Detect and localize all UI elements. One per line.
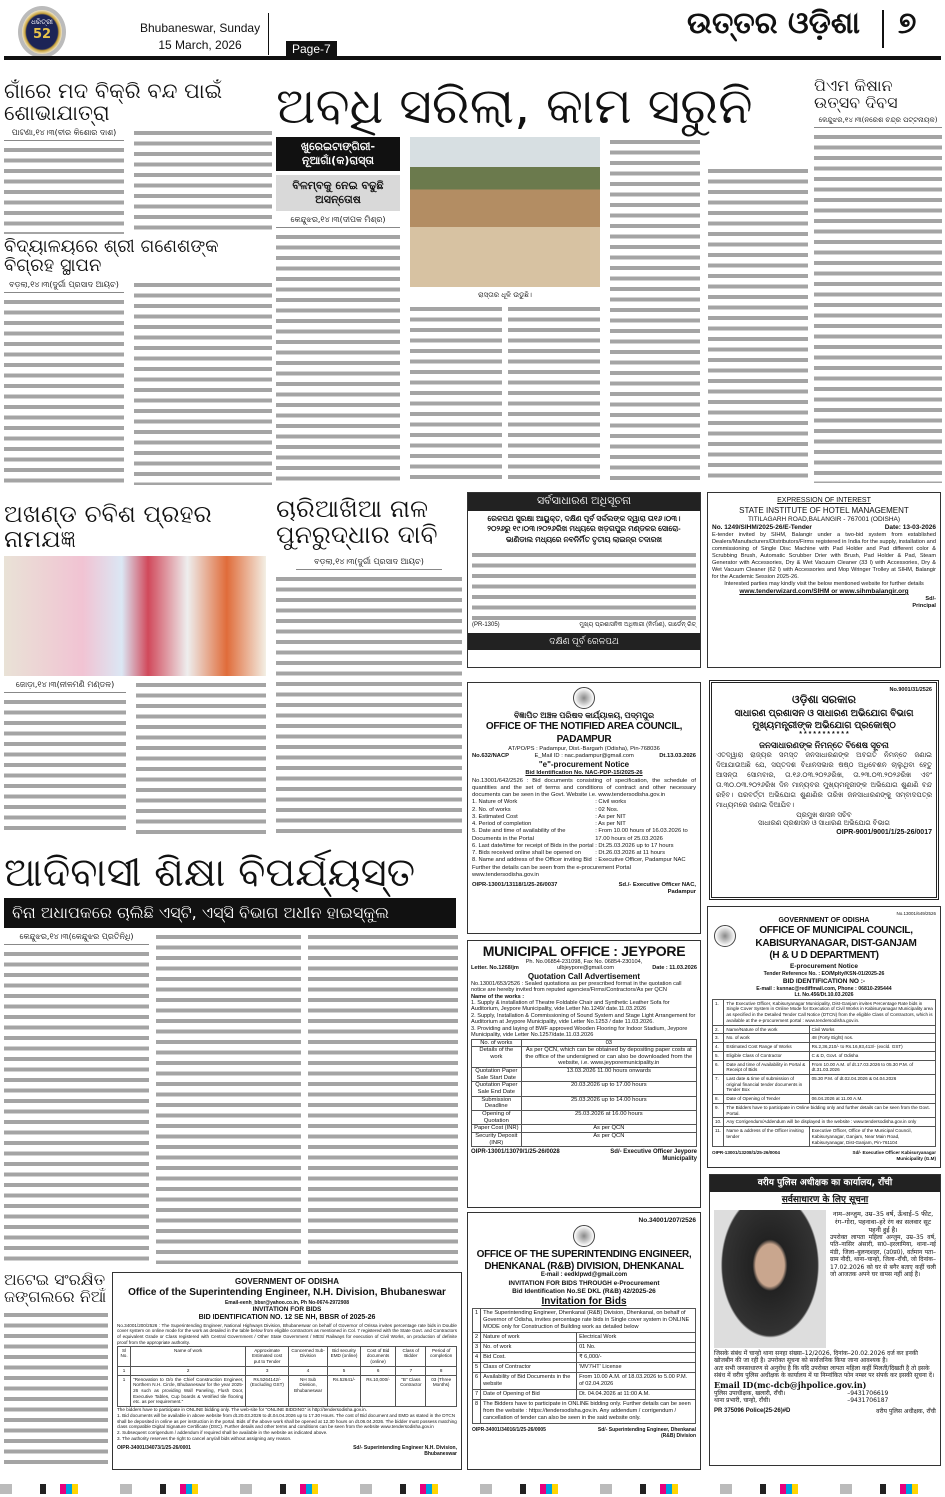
table-cell: Period of completion: [426, 1346, 457, 1366]
missing-person-photo: [714, 1210, 826, 1348]
headline-fire: ଅଟେଇ ସଂରକ୍ଷିତ ଜଙ୍ଗଲରେ ନିଆଁ: [4, 1270, 107, 1306]
story-tribal: [4, 852, 462, 1264]
table-row: [118, 1366, 457, 1375]
article-body: [156, 932, 301, 1264]
table-cell: 5: [328, 1366, 361, 1375]
page-number: ୭: [898, 6, 917, 41]
table-cell: Class of Bidder: [396, 1346, 426, 1366]
article-body: [610, 137, 700, 486]
table-cell: Class of Contractor: [481, 1363, 577, 1373]
table-cell: 6.: [713, 1060, 724, 1074]
table-cell: Last date & time of submission of original financial tender documents in Tender Box: [724, 1074, 809, 1094]
article-body: [4, 145, 124, 234]
table-cell: Bid security EMD (online): [328, 1346, 361, 1366]
table-cell: 7.: [713, 1074, 724, 1094]
table-cell: Any Corrigendum/Addendum will be displayed in the website : www.tendersodisha.gov.in only: [724, 1118, 936, 1127]
dateline: କେନ୍ଦୁଝର,୧୪।୩(ନରେଶ ଚନ୍ଦ୍ର ପଟ୍ଟନାୟକ): [814, 116, 942, 128]
item-value: : From 10.00 hours of 16.03.2026 to 17.00 hours of 25.03.2026: [595, 828, 688, 842]
table-row: [473, 1353, 696, 1363]
table-cell: 1: [473, 1309, 481, 1333]
railway-notice-ad: ସର୍ବସାଧାରଣ ଅଧିସୂଚନା ରେଳପଥ ସୁରକ୍ଷା ଆୟୁକ୍ତ, ଦକ୍ଷିଣ ପୂର୍ବ ସର୍କଲଙ୍କ ଦ୍ୱାରା ତା୧୬।୦୩।୨୦୨୬ରୁ ୧୯।୦୩।୨୦୨୬ରିଖ ମଧ୍ୟରେ ଖଡ଼ଗପୁର ମଣ୍ଡଳର ସୋରୋ-ଭାଣିଡାଲ ମଧ୍ୟରେ ନବନିର୍ମିତ ତୃତୀୟ ଲାଇନ୍‌ର ତଦାରଖ (PR-1305) ମୁଖ୍ୟ ପ୍ରଶାସନିକ ଅଧିକାରୀ (ନିର୍ମାଣ), ଗାର୍ଡେନ୍ ରିଚ୍ ଦକ୍ଷିଣ ପୂର୍ବ ରେଳପଥ: [467, 492, 701, 668]
table-cell: Date and time of Availability in Portal & Receipt of Bids: [724, 1060, 809, 1074]
table-cell: 8: [426, 1366, 457, 1375]
table-cell: Paper Cost (INR): [472, 1125, 522, 1133]
item-label: 7. Bids received online shall be opened on: [472, 850, 581, 857]
table-cell: The Bidders have to participate in ONLINE bidding only. Further details can be seen from the website : https://tendersodisha.gov.in. Any addendum / corrigendum / cancellation of tender can also be seen in the said website only.: [481, 1400, 696, 1424]
table-cell: 5.: [713, 1051, 724, 1060]
table-cell: Civil Works: [809, 1025, 935, 1034]
article-body: [814, 132, 942, 483]
dateline: ଜୋଡ଼ା,୧୪।୩(ନୀଳମଣି ମଣ୍ଡଳ): [4, 680, 126, 693]
table-row: [713, 1060, 936, 1074]
table-cell: 1: [118, 1375, 131, 1407]
table-cell: Sl No.: [118, 1346, 131, 1366]
subhead-bar: ବିନା ଅଧାପକରେ ଚାଲିଛି ଏସ୍‌ଟି, ଏସ୍‌ସି ବିଭାଗ ଅଧୀନ ହାଇସ୍କୁଲ: [4, 898, 456, 928]
article-body: [134, 280, 272, 485]
item-label: 5. Date and time of availability of the Documents in the Portal: [472, 828, 566, 842]
table-cell: Security Deposit (INR): [472, 1133, 522, 1147]
table-cell: 5: [473, 1363, 481, 1373]
table-cell: "B" Class Contractor: [396, 1375, 426, 1407]
list-item: [472, 828, 696, 842]
table-cell: 11.: [713, 1127, 724, 1147]
table-row: [713, 1074, 936, 1094]
story-namayajna: [4, 502, 266, 836]
item-label: 6. Last date/time for receipt of Bids in the portal: [472, 842, 594, 849]
table-cell: 2: [131, 1366, 246, 1375]
list-item: [472, 857, 696, 864]
table-cell: 6: [360, 1366, 396, 1375]
story-pmkisan: [814, 78, 942, 483]
table-row: [472, 1125, 697, 1133]
table-cell: 7: [473, 1390, 481, 1400]
table-cell: Name/Nature of the work: [724, 1025, 809, 1034]
table-cell: ₹ 6,000/-: [577, 1353, 696, 1363]
state-emblem-icon: [573, 687, 595, 709]
masthead-date: Bhubaneswar, Sunday 15 March, 2026: [140, 21, 261, 52]
contact-phone: –9431706187: [847, 1397, 889, 1404]
website-link[interactable]: www.tenderwizard.com/SIHM or www.sihmbalangir.org: [739, 587, 909, 595]
sihm-eoi-ad: EXPRESSION OF INTEREST STATE INSTITUTE OF HOTEL MANAGEMENT TITILAGARH ROAD,BALANGIR - 767001 (ODISHA) No. 1249/SIHM/2025-26/E-Tender Date: 13-03-2026 E-tender invited by SIHM, Balangir under a two-bid system from established Dealers/Manufacturers/Distributors/Firms registered in India for the supply, installation and commissioning of Single Disc Machine with Pad Holder and Pad different color & Scrubbing Brush, Automatic Scrubber Drier with Brush, Pad Holder & Pad, Steam Generator with Accessories, Dry & Wet Vacuum Cleaner (33 l) with Accessories, Dry & Wet Vacuum Cleaner (62 l) with Accessories and Mop Wringer Trolley at SIHM, Balangir for the Academic Session 2025-26. Interested parties may kindly visit the below mentioned website for further details www.tenderwizard.com/SIHM or www.sihmbalangir.org Sd/- Principal: [707, 492, 941, 668]
table-cell: 1: [118, 1366, 131, 1375]
item-value: : Civil works: [595, 799, 627, 806]
table-cell: 06.04.2026 at 11.00 A.M.: [809, 1095, 935, 1104]
article-body: [4, 297, 124, 485]
article-body: [136, 680, 266, 836]
item-label: 8. Name and address of the Officer inviting Bid: [472, 857, 592, 864]
article-body: [134, 128, 272, 234]
table-row: [713, 1043, 936, 1052]
table-row: [472, 1039, 697, 1047]
kabisuryanagar-council-ad: No.13001/649/2526 GOVERNMENT OF ODISHA OFFICE OF MUNICIPAL COUNCIL, KABISURYANAGAR, DIST-GANJAM (H & U D DEPARTMENT) E-procurement Notice Tender Reference No. : EO/Mplty/KSN-01/2025-26 BID IDENTIFICATION NO :- E-mail : ksnnac@rediffmail.com, Phone : 06810-295444 Lt. No.456/Dt.10.03.2026 1. The Executive Officer, Kabisuryanagar Municipality, Dist-Ganjam invites Percentage Rate bids in Single Cover System in Online Mode for Execution of Civil Works in Kabisuryanagar Municipality area as specified in the Detailed Tender Call Notice (DTCN) from the eligible Class of Contractors, which is available at the e-procurement portal : www.tendersodisha.gov.in. 2. Name/Nature of the work Civil Works 3. No. of work 48 (Forty Eight) nos. 4. Estimated Cost Range of Works Rs.2,36,210/- to Rs.16,93,413/- (excld. GST) 5. Eligible Class of Contractor C & D, Govt. of Odisha 6. Date and time of Availability in Portal & Receipt of Bids From 10.00 A.M. of dt.17.03.2026 to 05.30 P.M. of dt.31.03.2026 7. Last date & time of submission of original financial tender documents in Tender Box 05.30 P.M. of dt.02.04.2026 & 04.04.2026 8. Date of Opening of Tender 06.04.2026 at 11.00 A.M. 9. The Bidders have to participate in Online bidding only and further details can be seen from the Govt. Portal. 10. Any Corrigendum/Addendum will be displayed in the website : www.tendersodisha.gov.in only 11. Name & address of the Officer inviting tender Executive Officer, Office of the Municipal Council, Kabisuryanagar, Ganjam, Near Main Road, Kabisuryanagar, Dist-Ganjam, Pin-761104 OIPR-13001/13208/1/25-26/0004 Sd/- Executive Officer Kabisuryanagar Municipality (G.M): [707, 906, 941, 1168]
email-link[interactable]: Email ID(mc-dcb@jhpolice.gov.in): [714, 1379, 867, 1390]
table-row: [713, 1103, 936, 1117]
kicker: ଖୁରେଇଟାଙ୍ଗିରୀ-ନୂଆଗାଁ(କ)ରାସ୍ତା: [276, 137, 400, 171]
table-row: [118, 1346, 457, 1366]
state-emblem-icon: [714, 925, 736, 947]
table-row: [713, 1118, 936, 1127]
table-cell: 20.03.2026 up to 17.00 hours: [521, 1082, 696, 1096]
table-cell: 4.: [713, 1043, 724, 1052]
table-cell: Eligible Class of Contractor: [724, 1051, 809, 1060]
list-item: [472, 807, 696, 814]
table-cell: Availability of Bid Documents in the website: [481, 1373, 577, 1390]
list-item: [472, 799, 696, 806]
story-fire: [4, 1272, 108, 1468]
table-cell: No. of works: [472, 1039, 522, 1047]
table-cell: 03 (Three Months): [426, 1375, 457, 1407]
table-cell: 2: [473, 1333, 481, 1343]
table-cell: 03: [521, 1039, 696, 1047]
dateline: ପାଟଣା,୧୪।୩(ବୀର କିଶୋର ଦାଶ): [4, 128, 124, 141]
table-cell: As per QCN: [521, 1133, 696, 1147]
table-cell: Date of Opening of Tender: [724, 1095, 809, 1104]
table-cell: Date of Opening of Bid: [481, 1390, 577, 1400]
contact-row: [714, 1390, 936, 1398]
color-registration-strip: [0, 1484, 945, 1494]
table-cell: Bid Cost.: [481, 1353, 577, 1363]
ad-body: [472, 550, 696, 620]
table-cell: As per QCN, which can be obtained by depositing paper costs at the office of the undersigned or can also be downloaded from the website, i.e. www.jeyporemunicipality.in: [521, 1047, 696, 1068]
article-body: [4, 949, 149, 1264]
contact-row: [714, 1397, 936, 1405]
namayajna-photo: [4, 556, 266, 676]
table-cell: 2.: [713, 1025, 724, 1034]
divider: [268, 13, 269, 55]
divider: [882, 10, 884, 48]
table-cell: "Renovation to O/o the Chief Construction Engineer, Northern N.H. Circle, Bhubaneswar for the year 2025-26 such as providing Wall Paneling, Flush Door, Executive Tables, Cup boards & Vetrified tile flooring etc. as per requirement.": [131, 1375, 246, 1407]
table-cell: Rs.52641/-: [328, 1375, 361, 1407]
table-cell: 13.03.2026 11.00 hours onwards: [521, 1068, 696, 1082]
photo-caption: ରାସ୍ତାର ଧୂଳି ଉଡୁଛି।: [478, 290, 532, 299]
headline-namayajna: ଅଖଣ୍ଡ ଚବିଶ ପ୍ରହର ନାମଯଜ୍ଞ: [4, 500, 212, 554]
article-body: [4, 697, 126, 836]
table-cell: Electrical Work: [577, 1333, 696, 1343]
table-row: [713, 1127, 936, 1147]
article-body: [308, 932, 458, 1264]
padampur-nac-ad: ବିଜ୍ଞାପିତ ଅଞ୍ଚଳ ପରିଷଦ କାର୍ଯ୍ୟାଳୟ, ପଦ୍ମପୁର OFFICE OF THE NOTIFIED AREA COUNCIL, PADAMPUR AT/PO/PS : Padampur, Dist.-Bargarh (Odisha), Pin-768036 No.632/NACP E_Mail ID : nac.padampur@gmail.com Dt.13.03.2026 "e"-procurement Notice Bid Identification No. NAC-PDP-15/2025-26 No.13001/642/2526 : Bid documents consisting of specification, the schedule of quantities and the set of terms and conditions of contract and other necessary documents can be seen in the Govt. Website i.e. www.tendersodisha.gov.in 1. Nature of Work : Civil works 2. No. of works : 02 Nos. 3. Estimated Cost : As per NIT 4. Period of completion : As per NIT 5. Date and time of availability of the Documents in the Portal : From 10.00 hours of 16.03.2026 to 17.00 hours of 25.03.2026 6. Last date/time for receipt of Bids in the portal : Dt.25.03.2026 up to 17 hours 7. Bids received online shall be opened on : Dt.26.03.2026 at 11 hours 8. Name and address of the Officer inviting Bid : Executive Officer, Padampur NAC Further the details can be seen from the e-procurement Portal www.tendersodisha.gov.in OIPR-13001/13118/1/25-26/0037 Sd./- Executive Officer NAC, Padampur: [467, 682, 701, 934]
headline-ganesh: ବିଦ୍ୟାଳୟରେ ଶ୍ରୀ ଗଣେଶଙ୍କ ବିଗ୍ରହ ସ୍ଥାପନ: [4, 236, 219, 276]
article-body: [276, 232, 400, 486]
table-cell: Concerned Sub-Division: [288, 1346, 327, 1366]
table-cell: C & D, Govt. of Odisha: [809, 1051, 935, 1060]
table-cell: 8: [473, 1400, 481, 1424]
table-cell: Submission Deadline: [472, 1096, 522, 1110]
article-body: [708, 166, 808, 482]
article-body: [4, 1310, 108, 1468]
table-row: [473, 1373, 696, 1390]
dhenkanal-rb-ad: No.34001/207/2526 OFFICE OF THE SUPERINTENDING ENGINEER, DHENKANAL (R&B) DIVISION, DHENKANAL E-mail : eedklpwd@gmail.com INVITATION FOR BIDS THROUGH e-Procurement Bid Identification No.SE DKL (R&B) 42/2025-26 Invitation for Bids 1 The Superintending Engineer, Dhenkanal (R&B) Division, Dhenkanal, on behalf of Governor of Odisha, invites percentage rate bids in Single cover system in ONLINE MODE only for Construction of Building work as detailed below 2 Nature of work Electrical Work 3 No. of work 01 No. 4 Bid Cost. ₹ 6,000/- 5 Class of Contractor 'MV'/'HT' License 6 Availability of Bid Documents in the website From 10.00 A.M. of 18.03.2026 to 5.00 P.M. of 02.04.2026 7 Date of Opening of Bid Dt. 04.04.2026 at 11:00 A.M. 8 The Bidders have to participate in ONLINE bidding only. Further details can be seen from the website : https://tendersodisha.gov.in. Any addendum / corrigendum / cancellation of tender can also be seen in the said website only. OIPR-34001/34016/1/25-26/0005 Sd/- Superintending Engineer, Dhenkanal (R&B) Division: [467, 1212, 701, 1470]
contact-name: थाना प्रभारी, चान्हो, राँची।: [714, 1397, 771, 1404]
table-row: [713, 1095, 936, 1104]
table-row: [473, 1363, 696, 1373]
police-missing-notice-ad: वरीय पुलिस अधीक्षक का कार्यालय, राँची सर्वसाधारण के लिए सूचना नाम–अन्जुम, उम्र–35 वर्ष, ऊँचाई–5 फीट, रंग–गोरा, पहनावा–हरे रंग का सलवार सूट पहनी हुई है। उपरोक्त लापता महिला अन्जुम, उम्र–35 वर्ष, पति–नासिर अंसारी, सा0–इरलामिया, थाना–नई मंडी, जिला–बुलन्दशहर, (उ0प्र0), वर्तमान पता–ग्राम नौदी, थाना–चान्हो, जिला–राँची, जो दिनांक–17.02.2026 को घर से बगैर बताए कहीं चली जो आजतक अपने घर वापस नहीं आई है। जिसके संबंध में चान्हो थाना सनहा संख्या–12/2026, दिनांक–20.02.2026 दर्ज कर इनकी खोजबीन की जा रही है। उपरोक्त सूचना को सार्वजनिक किया जाना आवश्यक है। अतः सभी जनसाधारण से अनुरोध है कि यदि उपरोक्त लापता महिला कहीं मिलती/दिखती है तो इसके संबंध में वरीय पुलिस अधीक्षक के कार्यालय में या निम्नांकित फोन नम्बर पर संपर्क कर इसकी सूचना दें। Email ID(mc-dcb@jhpolice.gov.in) पुलिस उपाधीक्षक, खलारी, राँची। –9431706619 थाना प्रभारी, चान्हो, राँची। –9431706187 PR 375096 Police(25-26)#D वरीय पुलिस अधीक्षक, राँची: [709, 1174, 941, 1466]
table-row: [472, 1111, 697, 1125]
table-cell: 01 No.: [577, 1343, 696, 1353]
section-title: ଉତ୍ତର ଓଡ଼ିଶା: [686, 6, 860, 41]
table-cell: The Executive Officer, Kabisuryanagar Municipality, Dist-Ganjam invites Percentage Rate bids in Single Cover System in Online Mode for Execution of Civil Works in Kabisuryanagar Municipality area as specified in the Detailed Tender Call Notice (DTCN) from the eligible Class of Contractors, which is available at the e-procurement portal : www.tendersodisha.gov.in.: [724, 999, 936, 1025]
table-cell: From 10.00 A.M. of dt.17.03.2026 to 05.30 P.M. of dt.31.03.2026: [809, 1060, 935, 1074]
table-cell: 05.30 P.M. of dt.02.04.2026 & 04.04.2026: [809, 1074, 935, 1094]
table-row: [473, 1390, 696, 1400]
table-cell: From 10.00 A.M. of 18.03.2026 to 5.00 P.M. of 02.04.2026: [577, 1373, 696, 1390]
table-row: [472, 1082, 697, 1096]
logo: ଧରିତ୍ରୀ 52: [18, 6, 66, 58]
table-cell: 3.: [713, 1034, 724, 1043]
nh-division-ad: GOVERNMENT OF ODISHA Office of the Superintending Engineer, N.H. Division, Bhubaneswar Email-eenh_bbsr@yahoo.co.in, Ph No-0674-2972908 INVITATION FOR BIDS BID IDENTIFICATION NO. 12 SE NH, BBSR of 2025-26 No.34001/200/2526 : The Superintending Engineer, National Highways Division, Bhubaneswar on behalf of Governor of Orissa invites percentage rate bids in Double cover system on online mode for the work as detailed in the table below from eligible contractors as mentioned in Col. 7 registered with the State Govt. and Contractors of equivalent Grade or Class registered with Central Government / Other State Government / MES/ Railways for execution of Civil Works, on production of definite proof from the appropriate authority. Sl No. Name of work Approximate Estimated cost put to Tender Concerned Sub-Division Bid security EMD (online) Cost of Bid documents (online) Class of Bidder Period of completion 1 2 3 4 5 6 7 8 1 "Renovation to O/o the Chief Construction Engineer, Northern N.H. Circle, Bhubaneswar for the year 2025-26 such as providing Wall Paneling, Flush Door, Executive Tables, Cup boards & Vetrified tile flooring etc. as per requirement." Rs.5264142/- (Excluding GST) NH Sub Division, Bhubaneswar Rs.52641/- Rs.10,000/- "B" Class Contractor 03 (Three Months) The bidders have to participate in ONLINE bidding only. The web-site for "ONLINE BIDDING" is http://tendersodisha.gov.in. 1. Bid documents will be available in above website from dt.20.03.2026 to dt.04.04.2026 up to 17.30 Hours. The cost of Bid document and EMD as stated in the DTCN shall be deposited in online as per instruction in the portal. Bids of the above work shall be opened at 12.30 hours on dt.06.04.2026. The bidder must possess matching class compatible Digital Signature Certificate (DSC). Further details and other terms and conditions can be seen from the website www.tendersodisha.gov.in 2. Subsequent corrigendum / addendum if required shall be available in the website as indicated above. 3. The authority reserves the right to cancel any/all bids without assigning any reason. OIPR-34001/34073/1/25-26/0001 Sd/- Superintending Engineer N.H. Division, Bhubaneswar: [112, 1272, 462, 1470]
table-cell: Name & address of the Officer inviting tender: [724, 1127, 809, 1147]
table-cell: Dt. 04.04.2026 at 11:00 A.M.: [577, 1390, 696, 1400]
dateline: ବଡ଼ଲା,୧୪।୩(ଦୁର୍ଗା ପ୍ରସାଦ ଆୟଚ): [4, 280, 124, 293]
contact-name: पुलिस उपाधीक्षक, खलारी, राँची।: [714, 1389, 786, 1397]
table-cell: Rs.10,000/-: [360, 1375, 396, 1407]
item-value: : 02 Nos.: [595, 806, 619, 813]
table-cell: No. of work: [481, 1343, 577, 1353]
road-photo: [410, 137, 600, 287]
table-cell: Approximate Estimated cost put to Tender: [246, 1346, 289, 1366]
headline-tribal: ଆଦିବାସୀ ଶିକ୍ଷା ବିପର୍ଯ୍ୟସ୍ତ: [4, 850, 416, 896]
story-nala: [276, 496, 462, 836]
table-cell: The Superintending Engineer, Dhenkanal (R&B) Division, Dhenkanal, on behalf of Governor of Odisha, invites percentage rate bids in Single cover system in ONLINE MODE only for Construction of Building work as detailed below: [481, 1309, 696, 1333]
item-value: : Dt.26.03.2026 at 11 hours: [595, 850, 666, 857]
table-cell: Rs.5264142/- (Excluding GST): [246, 1375, 289, 1407]
table-cell: Nature of work: [481, 1333, 577, 1343]
table-row: [473, 1333, 696, 1343]
item-label: 2. No. of works: [472, 806, 511, 813]
dateline: ବଡ଼ଲା,୧୪।୩(ଦୁର୍ଗା ପ୍ରସାଦ ଆୟଚ): [296, 557, 442, 570]
item-value: : Executive Officer, Padampur NAC: [595, 857, 686, 864]
table-cell: 25.03.2026 at 16.00 hours: [521, 1111, 696, 1125]
table-cell: No. of work: [724, 1034, 809, 1043]
table-cell: 9.: [713, 1103, 724, 1117]
note: 2. Subsequent corrigendum / addendum if required shall be available in the website as indicated above.: [117, 1430, 328, 1436]
headline-road: ଅବଧି ସରିଲା, କାମ ସରୁନି: [276, 77, 753, 135]
table-cell: 4: [473, 1353, 481, 1363]
list-item: [472, 843, 696, 850]
table-row: [713, 1025, 936, 1034]
table-cell: 10.: [713, 1118, 724, 1127]
table-cell: 7: [396, 1366, 426, 1375]
table-row: [473, 1309, 696, 1333]
item-label: 4. Period of completion: [472, 821, 532, 828]
table-row: [713, 1034, 936, 1043]
masthead-rule: [4, 56, 941, 60]
table-cell: The Bidders have to participate in Online bidding only and further details can be seen from the Govt. Portal.: [724, 1103, 936, 1117]
table-row: [473, 1400, 696, 1424]
table-cell: 8.: [713, 1095, 724, 1104]
subhead: ବିଳମ୍ବକୁ ନେଇ ବଢୁଛି ଅସନ୍ତୋଷ: [276, 175, 400, 211]
item-value: : Dt.25.03.2026 up to 17 hours: [595, 842, 674, 849]
table-cell: Quotation Paper Sale Start Date: [472, 1068, 522, 1082]
jeypore-municipal-ad: MUNICIPAL OFFICE : JEYPORE Ph. No.06854-231098, Fax No. 06854-230104, Letter. No.1268/jm ulbjeypore@gmail.com Date : 11.03.2026 Quotation Call Advertisement No.13001/653/2526 : Sealed quotations as per prescribed format in the quotation call notice are hereby invited from reputed agencies/Firms/Contractors/As per QCN Name of the works : 1. Supply & installation of Theatre Foldable Chair and Synthetic Leather Sofa for Auditorium, Jeypore Municipality, vide Letter No.1249/ date.11.03.2026 2. Supply, Installation & Commissioning of Sound System and Stage Light Arrangement for Auditorium at Jeypore Municipality, vide Letter No.1253 / date 11.03.2026. 3. Providing and laying of BWF approved Wooden Flooring for Indoor Stadium, Jeypore Municipality, vide Letter No.1257/date.11.03.2026 No. of works 03 Details of the work As per QCN, which can be obtained by depositing paper costs at the office of the undersigned or can also be downloaded from the website, i.e. www.jeyporemunicipality.in Quotation Paper Sale Start Date 13.03.2026 11.00 hours onwards Quotation Paper Sale End Date 20.03.2026 up to 17.00 hours Submission Deadline 25.03.2026 up to 14.00 hours Opening of Quotation 25.03.2026 at 16.00 hours Paper Cost (INR) As per QCN Security Deposit (INR) As per QCN OIPR-13001/13079/1/25-26/0028 Sd/- Executive Officer Jeypore Municipality: [467, 940, 701, 1208]
item-label: 3. Estimated Cost: [472, 813, 518, 820]
article-body: [410, 304, 502, 486]
table-cell: As per QCN: [521, 1125, 696, 1133]
table-cell: Details of the work: [472, 1047, 522, 1068]
table-cell: Quotation Paper Sale End Date: [472, 1082, 522, 1096]
table-cell: 48 (Forty Eight) nos.: [809, 1034, 935, 1043]
table-cell: 3: [473, 1343, 481, 1353]
table-row: [472, 1068, 697, 1082]
headline-nala: ଚାରିଆଖିଆ ନାଳ ପୁନରୁଦ୍ଧାର ଦାବି: [276, 494, 438, 550]
page-label: Page-7: [286, 41, 337, 57]
table-cell: NH Sub Division, Bhubaneswar: [288, 1375, 327, 1407]
list-item: [472, 814, 696, 821]
table-row: [472, 1096, 697, 1110]
story-ganesh: [4, 238, 272, 485]
contact-phone: –9431706619: [847, 1389, 889, 1397]
table-cell: 'MV'/'HT' License: [577, 1363, 696, 1373]
table-cell: Executive Officer, Office of the Municipal Council, Kabisuryanagar, Ganjam, Near Main Road, Kabisuryanagar, Dist-Ganjam, Pin-761104: [809, 1127, 935, 1147]
table-row: [472, 1047, 697, 1068]
table-cell: 25.03.2026 up to 14.00 hours: [521, 1096, 696, 1110]
table-row: [472, 1133, 697, 1147]
table-cell: Estimated Cost Range of Works: [724, 1043, 809, 1052]
list-item: [472, 850, 696, 857]
dateline: କେନ୍ଦୁଝର,୧୪।୩(କେନ୍ଦୁଝର ପ୍ରତିନିଧି): [4, 932, 149, 945]
table-row: [473, 1343, 696, 1353]
item-value: : As per NIT: [595, 813, 626, 820]
article-body: [508, 304, 600, 486]
table-cell: 6: [473, 1373, 481, 1390]
dateline: କେନ୍ଦୁଝର,୧୪।୩(ଦୀପକ ମିଶ୍ର): [276, 215, 400, 228]
story-liquor: [4, 80, 272, 234]
table-cell: 1.: [713, 999, 724, 1025]
headline-pmkisan: ପିଏମ କିଷାନ ଉତ୍ସବ ଦିବସ: [814, 76, 898, 112]
list-item: [472, 821, 696, 828]
table-row: [713, 999, 936, 1025]
note: 1. Bid documents will be available in above website from dt.20.03.2026 to dt.04.04.2026 up to 17.30 Hours. The cost of Bid document and EMD as stated in the DTCN shall be deposited in online as per instruction in the portal. Bids of the above work shall be opened at 12.30 hours on dt.06.04.2026. The bidder must possess matching class compatible Digital Signature Certificate (DSC). Further details and other terms and conditions can be seen from the website www.tendersodisha.gov.in: [117, 1412, 457, 1430]
table-cell: Name of work: [131, 1346, 246, 1366]
headline-liquor: ଗାଁରେ ମଦ ବିକ୍ରି ବନ୍ଦ ପାଇଁ ଶୋଭାଯାତ୍ରା: [4, 79, 223, 126]
table-row: [713, 1051, 936, 1060]
article-body: [276, 574, 462, 837]
item-value: : As per NIT: [595, 821, 626, 828]
grievance-cell-ad: No.9001/31/2526 ଓଡ଼ିଶା ସରକାର ସାଧାରଣ ପ୍ରଶାସନ ଓ ସାଧାରଣ ଅଭିଯୋଗ ବିଭାଗ ମୁଖ୍ୟମନ୍ତ୍ରୀଙ୍କ ଅଭିଯୋଗ ପ୍ରକୋଷ୍ଠ * * * * * * * * * * * ଜନସାଧାରଣଙ୍କ ନିମନ୍ତେ ବିଶେଷ ସୂଚନା ଏତଦ୍ୱାରା ରାଜ୍ୟର ସମସ୍ତ ଜନସାଧାରଣଙ୍କ ଅବଗତି ନିମନ୍ତେ ଜଣାଇ ଦିଆଯାଉଅଛି ଯେ, ସପ୍ତଦଶ ବିଧାନସଭାର ଷଷ୍ଠ ଅଧିବେଶନ ଚାଲୁଥିବା ହେତୁ ଆସନ୍ତା ସୋମବାର, ତା.୧୬.୦୩.୨୦୨୬ରିଖ, ତା.୨୩.୦୩.୨୦୨୬ରିଖ ଏବଂ ତା.୩୦.୦୩.୨୦୨୬ରିଖ ଦିନ ମାନ୍ୟବର ମୁଖ୍ୟମନ୍ତ୍ରୀଙ୍କ ଅଭିଯୋଗ ଶୁଣାଣି ବନ୍ଦ ରହିବ। ପରବର୍ତ୍ତୀ ଅଭିଯୋଗ ଶୁଣାଣିର ତାରିଖ ଜନସାଧାରଣଙ୍କୁ ସମ୍ବାଦପତ୍ର ମାଧ୍ୟମରେ ଜଣାଇ ଦିଆଯିବ। ପ୍ରମୁଖ ଶାସନ ସଚିବ ସାଧାରଣ ପ୍ରଶାସନ ଓ ସାଧାରଣ ଅଭିଯୋଗ ବିଭାଗ OIPR-9001/9001/1/25-26/0017: [709, 680, 939, 900]
item-label: 1. Nature of Work: [472, 799, 518, 806]
table-row: [118, 1375, 457, 1407]
table-cell: 4: [288, 1366, 327, 1375]
state-emblem-icon: [573, 1225, 595, 1247]
table-cell: Opening of Quotation: [472, 1111, 522, 1125]
table-cell: 3: [246, 1366, 289, 1375]
table-cell: Rs.2,36,210/- to Rs.16,93,413/- (excld. GST): [809, 1043, 935, 1052]
table-cell: Cost of Bid documents (online): [360, 1346, 396, 1366]
note: The bidders have to participate in ONLINE bidding only. The web-site for "ONLINE BIDDING" is http://tendersodisha.gov.in.: [117, 1407, 367, 1413]
note: 3. The authority reserves the right to cancel any/all bids without assigning any reason.: [117, 1435, 292, 1441]
